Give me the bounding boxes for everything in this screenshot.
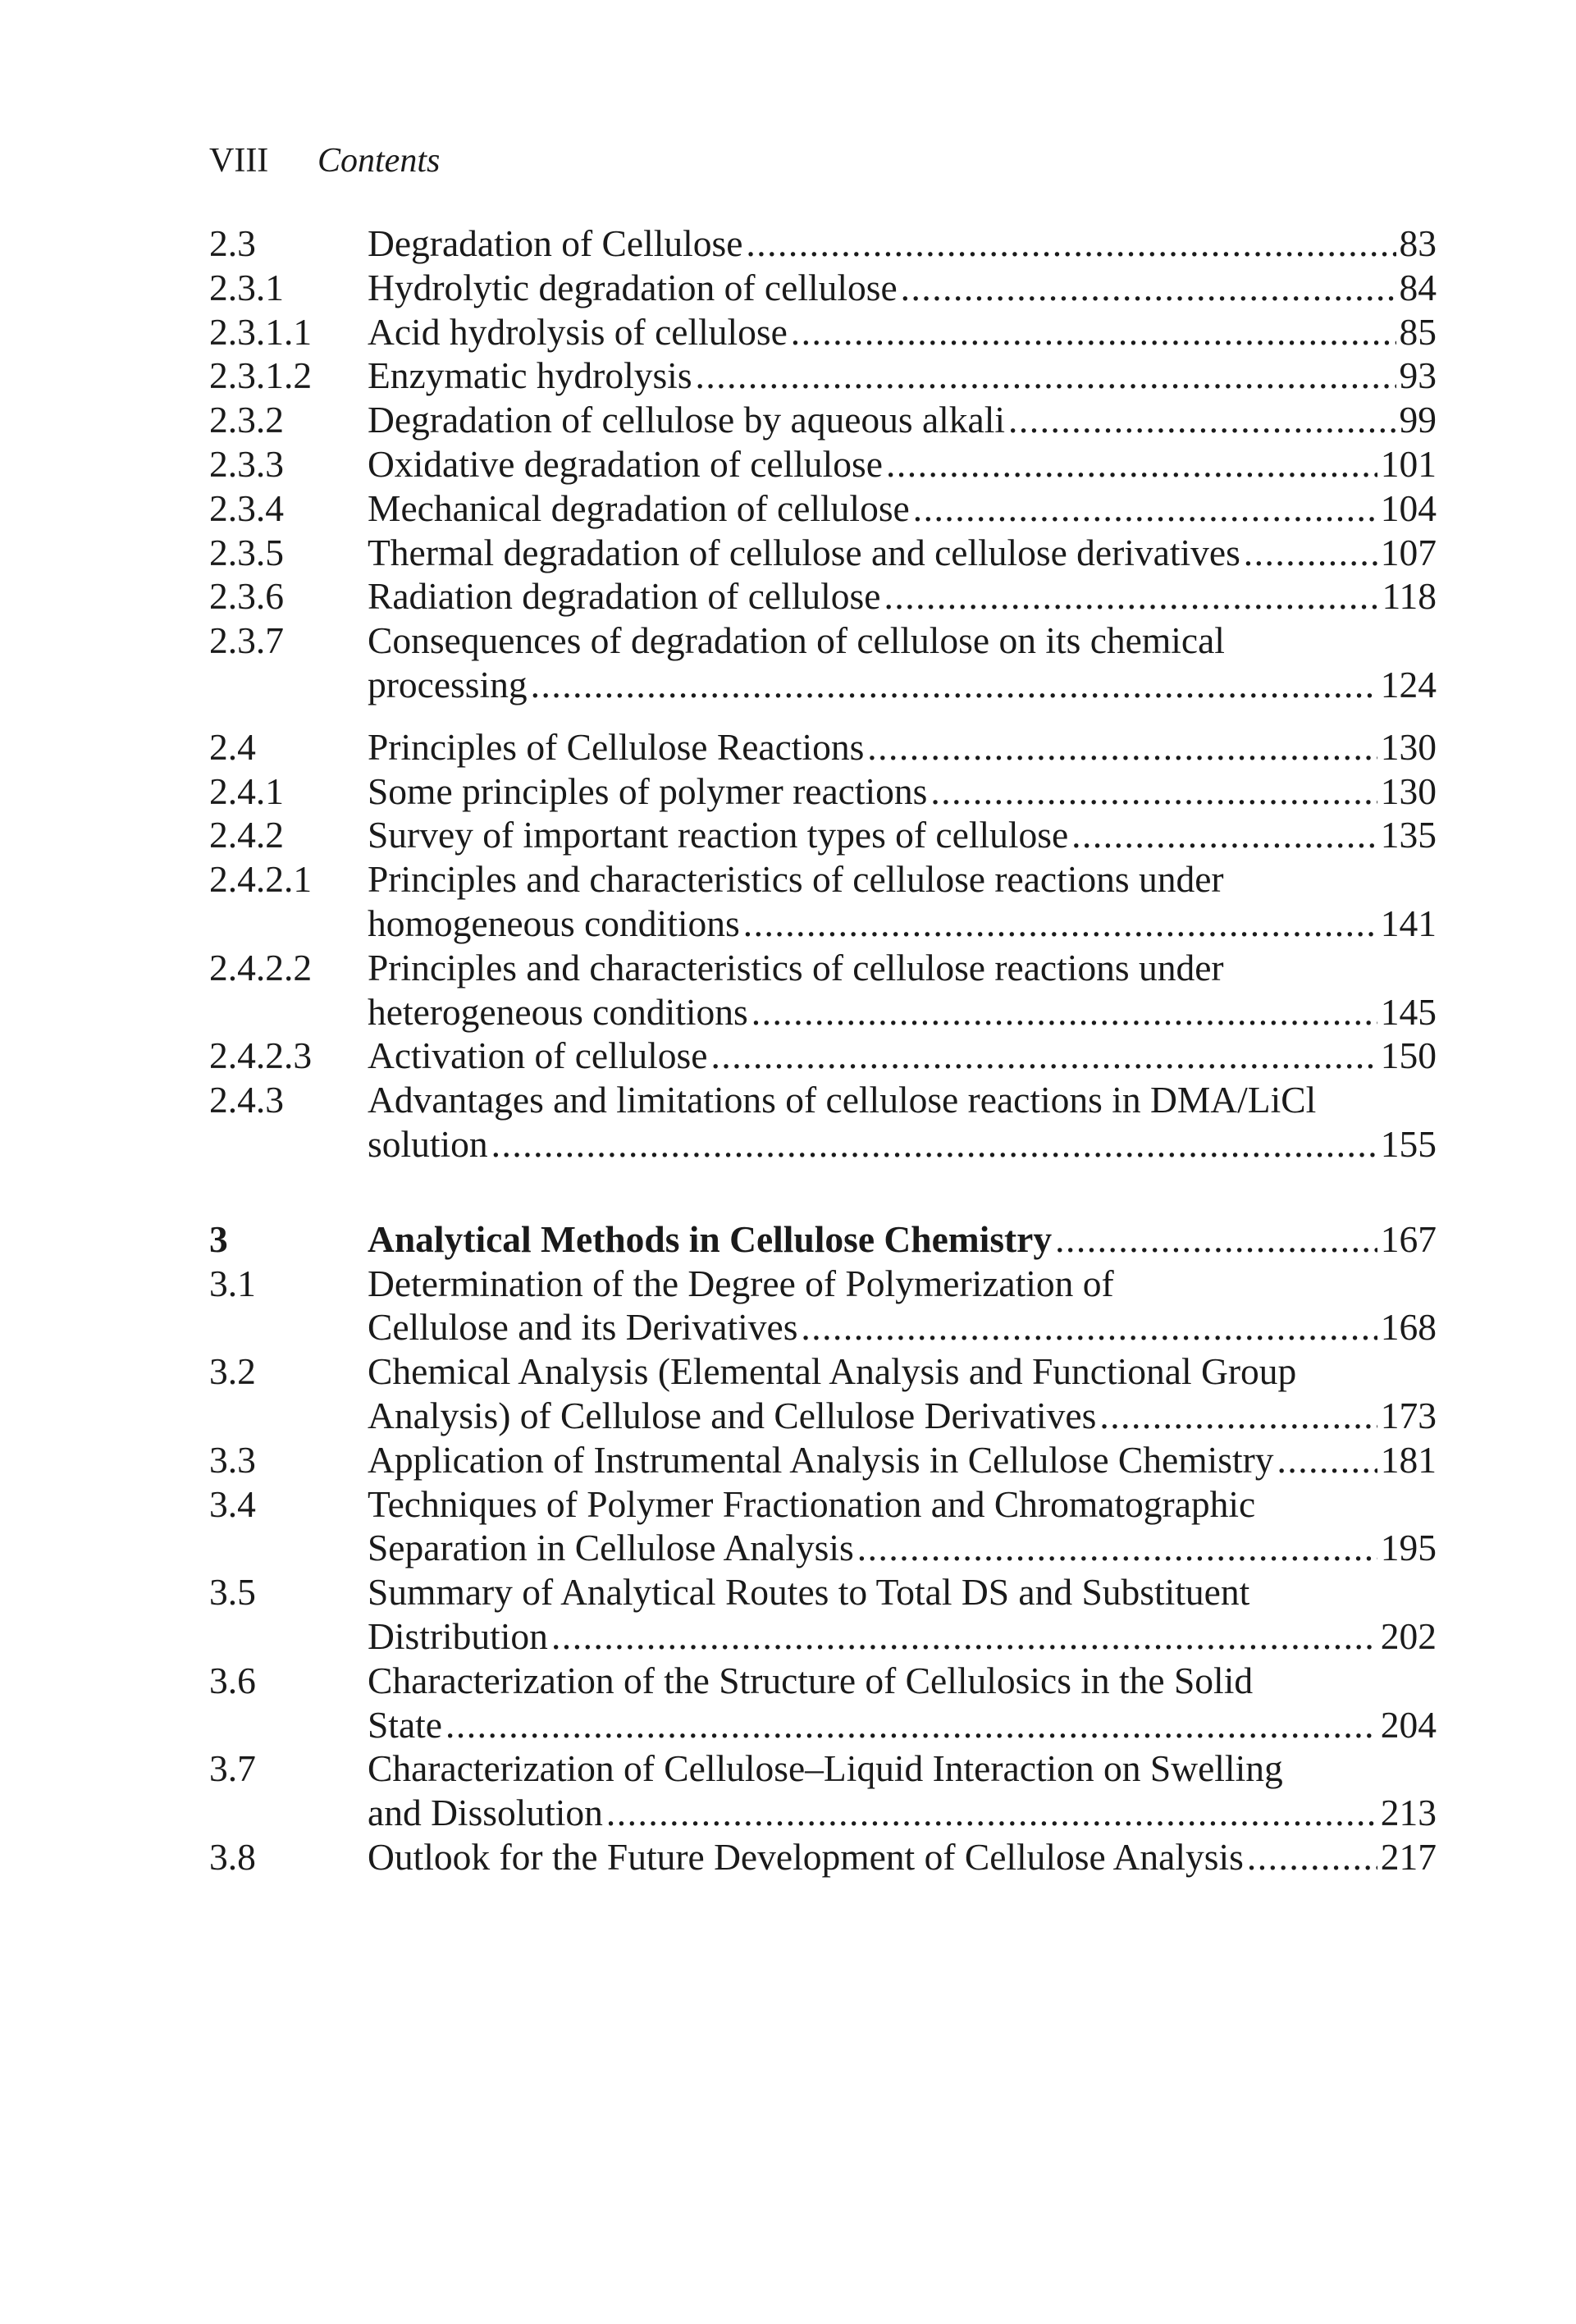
section-title: solution (368, 1122, 488, 1165)
page-number: 155 (1380, 1122, 1437, 1165)
toc-entry[interactable] (209, 1034, 1437, 1078)
section-title: Separation in Cellulose Analysis (368, 1527, 854, 1569)
entry-last-line (368, 1614, 1437, 1659)
section-title: Degradation of cellulose by aqueous alkali (368, 399, 1006, 441)
section-number: 2.3.1.1 (209, 310, 313, 353)
dot-leader (913, 486, 1377, 531)
section-title: Thermal degradation of cellulose and cellulose derivatives (368, 531, 1240, 573)
dot-leader (867, 725, 1377, 769)
page-number: 141 (1380, 902, 1437, 944)
entry-body (368, 725, 1437, 769)
entry-last-line (368, 1217, 1437, 1262)
entry-body (368, 266, 1437, 310)
entry-body (368, 486, 1437, 531)
page-number: 217 (1380, 1835, 1437, 1878)
entry-last-line (368, 221, 1437, 266)
entry-last-line (368, 725, 1437, 769)
section-number: 3.1 (209, 1262, 256, 1304)
section-title-line: Techniques of Polymer Fractionation and Chromatographic (368, 1482, 1256, 1525)
entry-last-line (368, 531, 1437, 575)
page-folio: VIII (209, 142, 269, 180)
toc-group (209, 221, 1437, 707)
section-title: Oxidative degradation of cellulose (368, 442, 883, 485)
entry-body (368, 1438, 1437, 1482)
toc-entry[interactable] (209, 1482, 1437, 1571)
section-number: 2.4.1 (209, 769, 284, 812)
dot-leader (491, 1122, 1377, 1167)
entry-last-line (368, 1122, 1437, 1167)
section-title-line: Chemical Analysis (Elemental Analysis and Functional Group (368, 1350, 1297, 1393)
toc-entry[interactable] (209, 354, 1437, 398)
section-number: 3.8 (209, 1835, 256, 1878)
dot-leader (901, 266, 1396, 310)
dot-leader (445, 1703, 1377, 1747)
dot-leader (1247, 1835, 1377, 1879)
entry-last-line (368, 1305, 1437, 1349)
toc-chapter-entry[interactable] (209, 1217, 1437, 1262)
entry-last-line (368, 1034, 1437, 1078)
section-number: 3.5 (209, 1571, 256, 1614)
section-number: 2.3.6 (209, 575, 284, 618)
entry-body (368, 857, 1437, 946)
section-title: Survey of important reaction types of cellulose (368, 814, 1069, 856)
section-title: heterogeneous conditions (368, 990, 748, 1033)
dot-leader (743, 902, 1377, 946)
dot-leader (930, 769, 1377, 814)
entry-last-line (368, 663, 1437, 707)
toc-entry[interactable] (209, 619, 1437, 707)
section-title: Enzymatic hydrolysis (368, 354, 692, 397)
toc-entry[interactable] (209, 946, 1437, 1034)
entry-last-line (368, 398, 1437, 442)
section-number: 3.6 (209, 1659, 256, 1701)
entry-last-line (368, 486, 1437, 531)
entry-last-line (368, 1438, 1437, 1482)
toc-entry[interactable] (209, 857, 1437, 946)
section-title: Hydrolytic degradation of cellulose (368, 266, 898, 308)
dot-leader (1008, 398, 1396, 442)
toc-group (209, 1217, 1437, 1879)
section-title-line: Characterization of the Structure of Cellulosics in the Solid (368, 1659, 1254, 1701)
section-number: 2.4.3 (209, 1079, 284, 1121)
dot-leader (531, 663, 1377, 707)
section-number: 2.3.1.2 (209, 354, 313, 397)
section-number: 2.4.2 (209, 814, 284, 856)
page-number: 135 (1380, 814, 1437, 856)
section-title: processing (368, 663, 528, 705)
section-number: 2.4.2.3 (209, 1034, 313, 1077)
page-number: 93 (1399, 354, 1437, 397)
entry-last-line (368, 902, 1437, 946)
section-title: State (368, 1703, 442, 1746)
page-number: 84 (1399, 266, 1437, 308)
section-title: and Dissolution (368, 1792, 603, 1834)
toc-entry[interactable] (209, 221, 1437, 266)
toc-entry[interactable] (209, 398, 1437, 442)
entry-last-line (368, 574, 1437, 619)
toc-entry[interactable] (209, 1349, 1437, 1438)
toc-entry[interactable] (209, 1570, 1437, 1659)
section-number: 2.3.7 (209, 619, 284, 662)
entry-body (368, 1034, 1437, 1078)
section-title: Cellulose and its Derivatives (368, 1306, 798, 1349)
page-number: 202 (1380, 1614, 1437, 1657)
section-title: Some principles of polymer reactions (368, 769, 928, 812)
entry-body (368, 1349, 1437, 1438)
section-number: 3 (209, 1217, 228, 1260)
entry-last-line (368, 1835, 1437, 1879)
section-number: 2.3.5 (209, 531, 284, 573)
entry-body (368, 813, 1437, 857)
section-title: Application of Instrumental Analysis in Cellulose Chemistry (368, 1438, 1274, 1481)
page-number: 167 (1380, 1217, 1437, 1260)
section-number: 2.3 (209, 222, 256, 264)
entry-body (368, 310, 1437, 354)
running-head-title: Contents (317, 142, 441, 180)
entry-last-line (368, 1526, 1437, 1570)
entry-body (368, 946, 1437, 1034)
entry-last-line (368, 1394, 1437, 1438)
page-number: 107 (1380, 531, 1437, 573)
section-number: 2.3.3 (209, 442, 284, 485)
dot-leader (1055, 1217, 1377, 1262)
section-number: 2.4.2.1 (209, 858, 313, 901)
page-number: 173 (1380, 1394, 1437, 1436)
dot-leader (886, 442, 1377, 486)
entry-body (368, 1217, 1437, 1262)
page-number: 99 (1399, 399, 1437, 441)
section-title: Activation of cellulose (368, 1034, 708, 1077)
toc-entry[interactable] (209, 1835, 1437, 1879)
section-title: Degradation of Cellulose (368, 222, 743, 264)
page-number: 130 (1380, 725, 1437, 768)
entry-body (368, 531, 1437, 575)
dot-leader (606, 1791, 1377, 1835)
dot-leader (1244, 531, 1377, 575)
entry-body (368, 1262, 1437, 1350)
page-number: 104 (1380, 486, 1437, 529)
dot-leader (696, 354, 1396, 398)
section-title-line: Summary of Analytical Routes to Total DS and Substituent (368, 1571, 1250, 1614)
dot-leader (710, 1034, 1377, 1078)
section-title-line: Principles and characteristics of cellulose reactions under (368, 858, 1224, 901)
entry-last-line (368, 769, 1437, 814)
dot-leader (857, 1526, 1377, 1570)
toc-entry[interactable] (209, 310, 1437, 354)
entry-last-line (368, 1791, 1437, 1835)
entry-last-line (368, 990, 1437, 1034)
entry-last-line (368, 442, 1437, 486)
dot-leader (1071, 813, 1377, 857)
section-number: 2.3.2 (209, 399, 284, 441)
page-number: 150 (1380, 1034, 1437, 1077)
page-number: 181 (1380, 1438, 1437, 1481)
page-number: 213 (1380, 1792, 1437, 1834)
toc-entry[interactable] (209, 1262, 1437, 1350)
entry-body (368, 1078, 1437, 1167)
section-number: 2.3.4 (209, 486, 284, 529)
dot-leader (1277, 1438, 1377, 1482)
section-title-line: Consequences of degradation of cellulose on its chemical (368, 619, 1225, 662)
toc-entry[interactable] (209, 531, 1437, 575)
section-number: 2.4 (209, 725, 256, 768)
toc-entry[interactable] (209, 769, 1437, 814)
section-number: 3.7 (209, 1747, 256, 1790)
dot-leader (746, 221, 1396, 266)
entry-last-line (368, 1703, 1437, 1747)
entry-body (368, 221, 1437, 266)
page-number: 85 (1399, 310, 1437, 353)
entry-body (368, 1570, 1437, 1659)
entry-last-line (368, 354, 1437, 398)
toc-entry[interactable] (209, 1078, 1437, 1167)
section-title: Outlook for the Future Development of Cellulose Analysis (368, 1835, 1244, 1878)
section-number: 3.3 (209, 1438, 256, 1481)
toc-group (209, 725, 1437, 1167)
entry-body (368, 354, 1437, 398)
entry-last-line (368, 310, 1437, 354)
section-title: homogeneous conditions (368, 902, 740, 944)
section-title: Acid hydrolysis of cellulose (368, 310, 788, 353)
toc-entry[interactable] (209, 725, 1437, 769)
page-number: 145 (1380, 990, 1437, 1033)
section-title-line: Determination of the Degree of Polymerization of (368, 1262, 1114, 1304)
entry-body (368, 574, 1437, 619)
section-title: Analysis) of Cellulose and Cellulose Derivatives (368, 1394, 1097, 1436)
toc-entry[interactable] (209, 574, 1437, 619)
entry-body (368, 1746, 1437, 1835)
section-title-line: Principles and characteristics of cellulose reactions under (368, 946, 1224, 988)
toc-entry[interactable] (209, 1746, 1437, 1835)
dot-leader (1099, 1394, 1377, 1438)
section-title: Distribution (368, 1614, 548, 1657)
dot-leader (551, 1614, 1377, 1659)
section-title: Mechanical degradation of cellulose (368, 486, 910, 529)
page-number: 124 (1380, 663, 1437, 705)
section-title-line: Characterization of Cellulose–Liquid Interaction on Swelling (368, 1747, 1283, 1790)
section-number: 2.3.1 (209, 266, 284, 308)
entry-body (368, 769, 1437, 814)
section-number: 2.4.2.2 (209, 946, 313, 988)
page-number: 204 (1380, 1703, 1437, 1746)
section-number: 3.4 (209, 1482, 256, 1525)
dot-leader (751, 990, 1377, 1034)
toc-entry[interactable] (209, 486, 1437, 531)
table-of-contents (209, 221, 1437, 1879)
section-title-line: Advantages and limitations of cellulose reactions in DMA/LiCl (368, 1079, 1317, 1121)
page-number: 118 (1382, 575, 1437, 618)
dot-leader (791, 310, 1396, 354)
page-number: 130 (1380, 769, 1437, 812)
entry-body (368, 1835, 1437, 1879)
page-number: 168 (1380, 1306, 1437, 1349)
entry-body (368, 1659, 1437, 1747)
entry-body (368, 442, 1437, 486)
running-head (209, 138, 440, 184)
toc-entry[interactable] (209, 1438, 1437, 1482)
entry-last-line (368, 813, 1437, 857)
page-number: 101 (1380, 442, 1437, 485)
page-number: 83 (1399, 222, 1437, 264)
dot-leader (884, 574, 1378, 619)
toc-entry[interactable] (209, 266, 1437, 310)
toc-entry[interactable] (209, 442, 1437, 486)
page-number: 195 (1380, 1527, 1437, 1569)
entry-last-line (368, 266, 1437, 310)
entry-body (368, 398, 1437, 442)
entry-body (368, 619, 1437, 707)
entry-body (368, 1482, 1437, 1571)
section-title: Radiation degradation of cellulose (368, 575, 881, 618)
section-title: Analytical Methods in Cellulose Chemistry (368, 1217, 1053, 1260)
toc-entry[interactable] (209, 813, 1437, 857)
section-title: Principles of Cellulose Reactions (368, 725, 865, 768)
toc-entry[interactable] (209, 1659, 1437, 1747)
dot-leader (801, 1305, 1377, 1349)
section-number: 3.2 (209, 1350, 256, 1393)
